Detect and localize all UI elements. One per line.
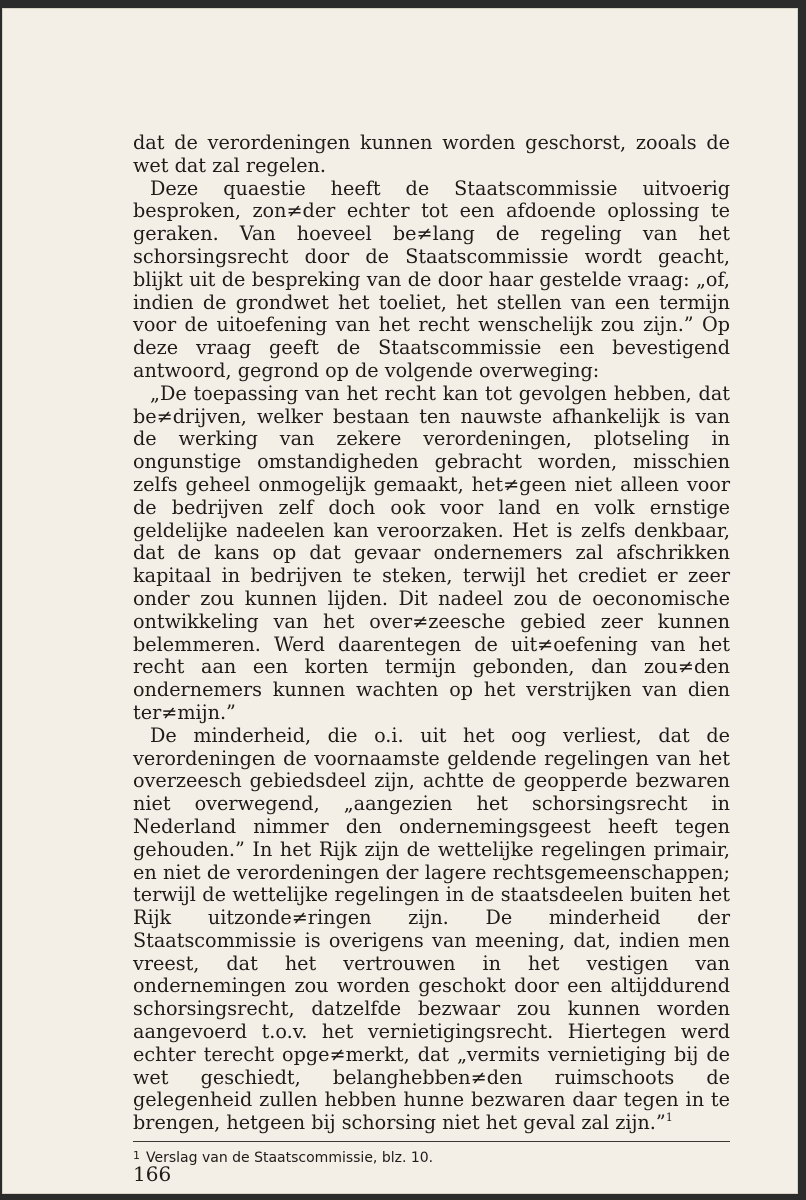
page-number: 166 <box>133 1162 172 1186</box>
footnote-mark: 1 <box>133 1149 140 1162</box>
footnote-text: Verslag van de Staatscommissie, blz. 10. <box>146 1150 434 1166</box>
footnote <box>133 1147 730 1167</box>
footnote-rule <box>133 1141 730 1142</box>
paragraph-4 <box>133 725 730 1135</box>
paragraph-2: Deze quaestie heeft de Staatscommissie uitvoerig besproken, zon≠der echter tot een afdoende oplossing te geraken. Van hoeveel be≠lang de regeling van het schorsingsrecht door de Staatscommissie wordt geacht, blijkt uit de bespreking van de door haar gestelde vraag: „of, indien de grondwet het toeliet, het stellen van een termijn voor de uitoefening van het recht wenschelijk zou zijn.” Op deze vraag geeft de Staatscommissie een bevestigend antwoord, gegrond op de volgende overweging: <box>133 176 730 382</box>
paragraph-1: dat de verordeningen kunnen worden geschorst, zooals de wet dat zal regelen. <box>133 131 730 177</box>
scan-border <box>798 8 806 1194</box>
body-text <box>133 132 730 1135</box>
book-page <box>2 8 798 1194</box>
paragraph-4-text: De minderheid, die o.i. uit het oog verliest, dat de verordeningen de voornaamste geldende regelingen van het overzeesch gebiedsdeel zijn, achtte de geopperde bezwaren niet overwegend, „aangezien het schorsingsrecht in Nederland nimmer den ondernemingsgeest heeft tegen gehouden.” In het Rijk zijn de wettelijke regelingen primair, en niet de verordeningen der lagere rechtsgemeenschappen; terwijl de wettelijke regelingen in de staatsdeelen buiten het Rijk uitzonde≠ringen zijn. De minderheid der Staatscommissie is overigens van meening, dat, indien men vreest, dat het vertrouwen in het vestigen van ondernemingen zou worden geschokt door een altijddurend schorsingsrecht, datzelfde bezwaar zou kunnen worden aangevoerd t.o.v. het vernietigingsrecht. Hiertegen werd echter terecht opge≠merkt, dat „vermits vernietiging bij de wet geschiedt, belanghebben≠den ruimschoots de gelegenheid zullen hebben hunne bezwaren daar tegen in te brengen, hetgeen bij schorsing niet het geval zal zijn.” <box>133 723 730 1135</box>
paragraph-3-quote: „De toepassing van het recht kan tot gevolgen hebben, dat be≠drijven, welker bestaan ten nauwste afhankelijk is van de werking van zekere verordeningen, plotseling in ongunstige omstandigheden gebracht worden, misschien zelfs geheel onmogelijk gemaakt, het≠geen niet alleen voor de bedrijven zelf doch ook voor land en volk ernstige geldelijke nadeelen kan veroorzaken. Het is zelfs denkbaar, dat de kans op dat gevaar ondernemers zal afschrikken kapitaal in bedrijven te steken, terwijl het crediet er zeer onder zou kunnen lijden. Dit nadeel zou de oeconomische ontwikkeling van het over≠zeesche gebied zeer kunnen belemmeren. Werd daarentegen de uit≠oefening van het recht aan een korten termijn gebonden, dan zou≠den ondernemers kunnen wachten op het verstrijken van dien ter≠mijn.” <box>133 381 730 724</box>
footnote-reference: 1 <box>665 1111 673 1125</box>
